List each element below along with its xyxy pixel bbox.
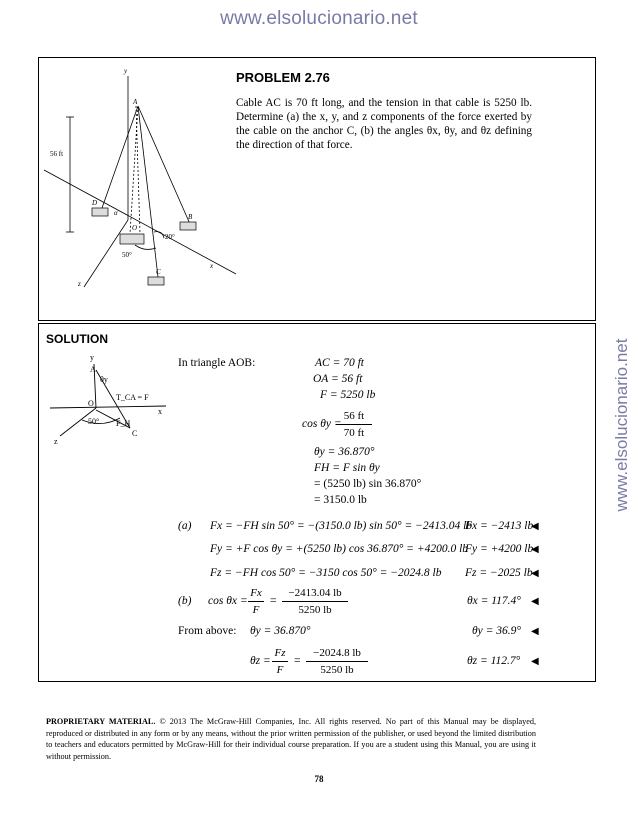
theta-z-f1-den: F [276,664,284,676]
theta-z-answer-marker: ◀ [531,656,539,667]
fig-label-o: O [132,224,138,232]
given-ac: AC = 70 ft [315,357,364,369]
fig-label-b: B [188,213,193,221]
theta-z-equals: = [294,655,301,667]
fig-label-x: x [210,262,214,270]
cos-lhs: cos θy = [302,418,342,430]
fy-answer-marker: ◀ [531,544,539,555]
problem-figure [40,62,240,312]
fig-label-alpha: α [114,209,118,217]
theta-y-answer-marker: ◀ [531,626,539,637]
cos-fraction-bar [336,424,372,425]
sketch-label-o: O [88,399,94,408]
sketch-label-x: x [158,407,162,416]
theta-z-f2-num: −2024.8 lb [313,647,361,659]
from-above-label: From above: [178,625,237,637]
sketch-label-theta: θy [100,375,108,384]
fz-equation: Fz = −FH cos 50° = −3150 cos 50° = −2024.8 lb [210,567,442,579]
theta-x-f2-bar [282,601,348,602]
watermark-top[interactable]: www.elsolucionario.net [220,8,418,29]
part-a-label: (a) [178,520,192,532]
given-f: F = 5250 lb [320,389,376,401]
fy-answer: Fy = +4200 lb [465,543,534,555]
theta-x-equals: = [270,595,277,607]
sketch-label-force: T_CA = F [116,393,149,402]
triangle-label: In triangle AOB: [178,357,256,369]
theta-z-answer: θz = 112.7° [467,655,521,667]
fig-label-height: 56 ft [50,150,64,158]
theta-x-f1-bar [248,601,264,602]
step-fh-val: = 3150.0 lb [314,494,367,506]
theta-x-f2-den: 5250 lb [298,604,332,616]
fig-label-z: z [78,280,81,288]
theta-z-lhs: θz = [250,655,271,667]
sketch-label-c: C [132,429,138,438]
theta-z-f1-num: Fz [274,647,286,659]
copyright-footer [46,716,536,762]
solution-title: SOLUTION [46,332,108,346]
theta-z-f1-bar [272,661,288,662]
problem-statement: Cable AC is 70 ft long, and the tension in that cable is 5250 lb. Determine (a) the x, y, and z components of the force exerted by the cable on the anchor C, (b) the angles θx, θy, and θz defining the direction of that force. [236,97,532,151]
theta-y-answer: θy = 36.9° [472,625,521,637]
watermark-side[interactable]: www.elsolucionario.net [612,338,631,512]
sketch-label-fh: F_H [116,419,131,428]
theta-y-eq: θy = 36.870° [250,625,311,637]
given-oa: OA = 56 ft [313,373,363,385]
fx-equation: Fx = −FH sin 50° = −(3150.0 lb) sin 50° = −2413.04 lb [210,520,473,532]
theta-x-f1-num: Fx [250,587,262,599]
fig-label-angle50: 50° [122,251,132,259]
fx-answer-marker: ◀ [531,521,539,532]
sketch-label-y: y [90,353,94,362]
page-number: 78 [314,774,324,784]
theta-x-answer-marker: ◀ [531,596,539,607]
fig-label-d: D [92,199,98,207]
cos-theta-x-lhs: cos θx = [208,595,248,607]
fx-answer: Fx = −2413 lb [465,520,534,532]
footer-text: © 2013 The McGraw-Hill Companies, Inc. All rights reserved. No part of this Manual may be displayed, reproduced or distributed in any form or by any means, without the prior written permission of the publisher, or used beyond the limited distribution to teachers and educators permitted by McGraw-Hill for their individual course preparation. If you are a student using this Manual, you are using it without permission. [46,717,536,761]
footer-bold: PROPRIETARY MATERIAL. [46,717,156,726]
fig-label-c: C [156,268,161,276]
fy-equation: Fy = +F cos θy = +(5250 lb) cos 36.870° = +4200.0 lb [210,543,469,555]
theta-z-f2-den: 5250 lb [320,664,354,676]
theta-x-f2-num: −2413.04 lb [288,587,342,599]
fig-label-y: y [124,67,128,75]
cos-numerator: 56 ft [343,410,365,422]
part-b-label: (b) [178,595,192,607]
cos-denominator: 70 ft [343,427,365,439]
solution-sketch [44,350,174,450]
theta-z-f2-bar [306,661,368,662]
fig-label-angle20: 20° [165,233,175,241]
problem-title: PROBLEM 2.76 [236,70,330,85]
step-theta-y: θy = 36.870° [314,446,375,458]
fig-label-a: A [133,98,138,106]
theta-x-answer: θx = 117.4° [467,595,521,607]
step-fh-def: FH = F sin θy [314,462,380,474]
fz-answer: Fz = −2025 lb [465,567,533,579]
fz-answer-marker: ◀ [531,568,539,579]
sketch-label-a: A [90,365,96,374]
step-fh-sub: = (5250 lb) sin 36.870° [314,478,422,490]
sketch-label-z: z [54,437,58,446]
sketch-label-angle: 50° [88,417,100,426]
theta-x-f1-den: F [252,604,260,616]
